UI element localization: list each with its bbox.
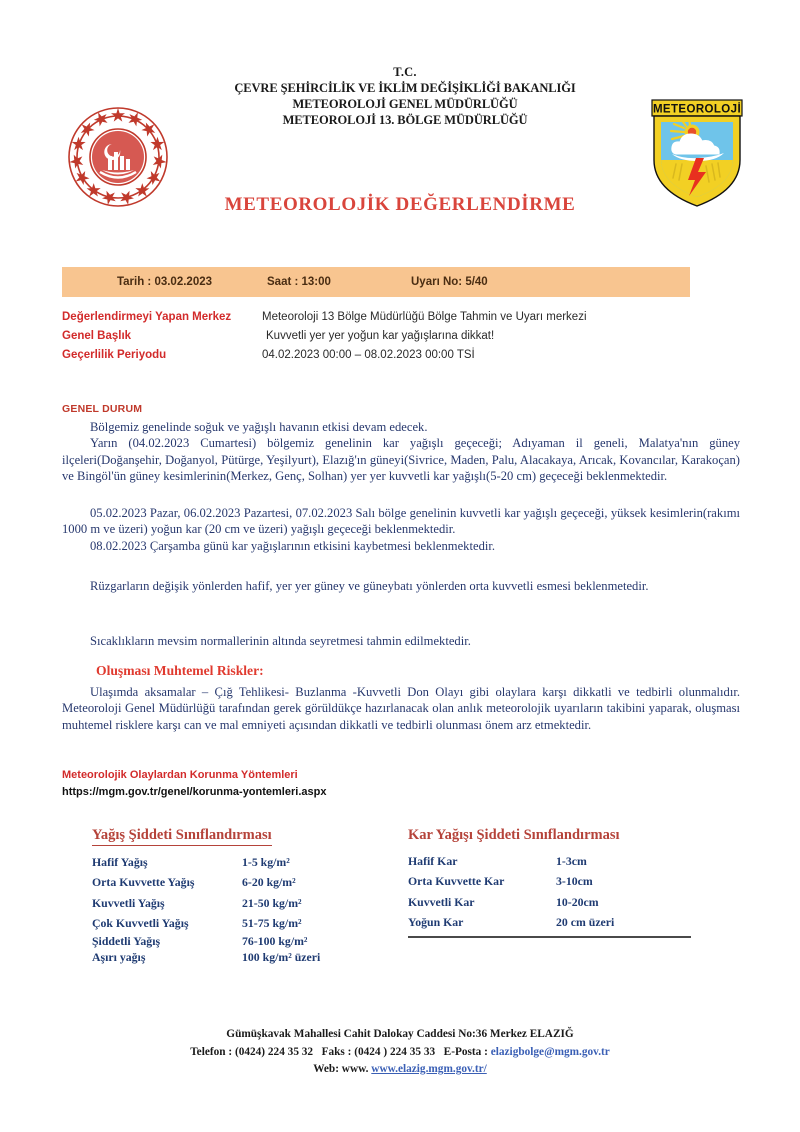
header-line-tc: T.C. (393, 65, 417, 79)
table-row (408, 851, 698, 871)
info-row (62, 310, 722, 325)
info-label-center: Değerlendirmeyi Yapan Merkez (62, 311, 232, 323)
band-date: Tarih : 03.02.2023 (116, 276, 213, 288)
info-value-center: Meteoroloji 13 Bölge Müdürlüğü Bölge Tahmin ve Uyarı merkezi (262, 311, 587, 323)
table-row (92, 913, 372, 933)
cell-name: Çok Kuvvetli Yağış (92, 915, 189, 930)
paragraph: Bölgemiz genelinde soğuk ve yağışlı havanın etkisi devam edecek. (90, 420, 428, 434)
footer-web-label: Web: www. (313, 1063, 369, 1075)
cell-value: 10-20cm (556, 894, 599, 909)
cell-value: 1-3cm (556, 854, 587, 868)
temperature-paragraph-block (62, 633, 740, 649)
paragraph: Yarın (04.02.2023 Cumartesi) bölgemiz genelinin kar yağışlı geçeceği; Adıyaman il geneli, Malatya'nın güney ilçeleri(Doğanşehir, Doğanyol, Pütürge, Yeşilyurt), Elazığ'ın güneyi(Sivrice, Maden, Palu, Alacakaya, Arıcak, Kovancılar, Karakoçan) ve Bingöl'ün güney kesimlerinin(Merkez, Genç, Solhan) yer yer kuvvetli kar yağışlı(5-20 cm) geçeceği beklenmektedir. (62, 436, 740, 484)
paragraph: 08.02.2023 Çarşamba günü kar yağışlarının etkisini kaybetmesi beklenmektedir. (90, 538, 496, 553)
info-row (62, 348, 722, 363)
ministry-title-block (190, 64, 620, 128)
info-label-headline: Genel Başlık (62, 330, 132, 343)
table-row (92, 933, 372, 949)
cell-name: Şiddetli Yağış (92, 934, 161, 949)
paragraph: Ulaşımda aksamalar – Çığ Tehlikesi- Buzlanma -Kuvvetli Don Olayı gibi olaylara karşı dikkatli ve tedbirli olunmalıdır. Meteoroloji Genel Müdürlüğü tarafından gerek görüldükçe hazırlanacak olan anlık meteorolojik uyarıların takibini yaparak, oluşması muhtemel risklere karşı can ve mal emniyeti açısından dikkatli ve tedbirli olunması önem arz etmektedir. (62, 685, 740, 732)
document-footer (0, 1026, 800, 1079)
table-row (92, 949, 372, 965)
rain-classification-table (92, 826, 372, 966)
cell-value: 20 cm üzeri (556, 914, 615, 929)
snow-classification-title: Kar Yağışı Şiddeti Sınıflandırması (408, 827, 620, 843)
table-row (92, 893, 372, 913)
page-title: METEOROLOJİK DEĞERLENDİRME (224, 194, 576, 215)
info-label-validity: Geçerlilik Periyodu (62, 349, 167, 362)
document-header (0, 48, 800, 168)
cell-name: Hafif Yağış (92, 855, 148, 869)
table-row (408, 912, 698, 932)
cell-value: 21-50 kg/m² (242, 895, 302, 910)
header-line-ministry: ÇEVRE ŞEHİRCİLİK VE İKLİM DEĞİŞİKLİĞİ BAKANLIĞI (234, 81, 576, 95)
footer-contact-line (0, 1044, 800, 1062)
info-band (62, 267, 690, 297)
footer-web-line (0, 1061, 800, 1079)
footer-email[interactable]: elazigbolge@mgm.gov.tr (490, 1045, 610, 1058)
table-row (92, 872, 372, 892)
header-line-region: METEOROLOJİ 13. BÖLGE MÜDÜRLÜĞÜ (282, 113, 528, 127)
info-value-headline: Kuvvetli yer yer yoğun kar yağışlarına dikkat! (266, 330, 495, 343)
genel-durum-heading: GENEL DURUM (62, 403, 143, 415)
footer-web-url[interactable]: www.elazig.mgm.gov.tr/ (371, 1063, 487, 1075)
cell-name: Yoğun Kar (408, 914, 464, 929)
band-warning-number: Uyarı No: 5/40 (411, 276, 488, 288)
cell-value: 6-20 kg/m² (242, 875, 296, 890)
cell-value: 3-10cm (556, 874, 593, 889)
cell-name: Aşırı yağış (92, 950, 146, 965)
cell-name: Kuvvetli Yağış (92, 895, 165, 910)
header-line-directorate: METEOROLOJİ GENEL MÜDÜRLÜĞÜ (292, 97, 518, 111)
svg-text:METEOROLOJİ: METEOROLOJİ (652, 103, 742, 116)
cell-value: 51-75 kg/m² (242, 915, 302, 930)
snow-classification-table (408, 826, 698, 938)
footer-fax: Faks : (0424 ) 224 35 33 (321, 1045, 436, 1058)
risks-paragraph-block (62, 684, 740, 733)
paragraph: Rüzgarların değişik yönlerden hafif, yer yer güney ve güneybatı yönlerden orta kuvvetli esmesi beklenmetedir. (90, 579, 649, 593)
paragraph: 05.02.2023 Pazar, 06.02.2023 Pazartesi, 07.02.2023 Salı bölge genelinin kuvvetli kar yağışlı geçeceği, yüksek kesimlerin(rakımı 1000 m ve üzeri) yoğun kar (20 cm ve üzeri) yağışlı geçeceği beklenmektedir. (62, 506, 740, 537)
protection-methods-block (62, 767, 326, 800)
table-bottom-rule (408, 936, 691, 938)
protection-methods-title: Meteorolojik Olaylardan Korunma Yöntemleri (62, 769, 298, 781)
table-row (92, 852, 372, 872)
table-row (408, 892, 698, 912)
footer-phone: Telefon : (0424) 224 35 32 (190, 1045, 314, 1058)
cell-name: Orta Kuvvette Kar (408, 874, 505, 889)
wind-paragraph-block (62, 578, 740, 594)
protection-methods-url[interactable]: https://mgm.gov.tr/genel/korunma-yontemleri.aspx (62, 785, 327, 798)
risks-heading: Oluşması Muhtemel Riskler: (96, 663, 264, 678)
band-time: Saat : 13:00 (267, 276, 331, 288)
info-row (62, 329, 722, 344)
footer-address: Gümüşkavak Mahallesi Cahit Dalokay Caddesi No:36 Merkez ELAZIĞ (226, 1028, 574, 1040)
paragraph: Sıcaklıkların mevsim normallerinin altında seyretmesi tahmin edilmektedir. (90, 634, 471, 648)
footer-email-label: E-Posta : (443, 1045, 488, 1058)
cell-value: 76-100 kg/m² (242, 934, 308, 949)
cell-name: Orta Kuvvette Yağış (92, 875, 195, 890)
cell-value: 100 kg/m² üzeri (242, 950, 321, 965)
info-value-validity: 04.02.2023 00:00 – 08.02.2023 00:00 TSİ (262, 349, 475, 362)
genel-durum-paragraphs-2 (62, 505, 740, 554)
info-rows (62, 310, 722, 368)
cell-value: 1-5 kg/m² (242, 855, 290, 869)
genel-durum-paragraphs-1 (62, 419, 740, 484)
cell-name: Hafif Kar (408, 854, 458, 868)
rain-classification-title: Yağış Şiddeti Sınıflandırması (92, 827, 272, 846)
cell-name: Kuvvetli Kar (408, 894, 475, 909)
table-row (408, 871, 698, 891)
